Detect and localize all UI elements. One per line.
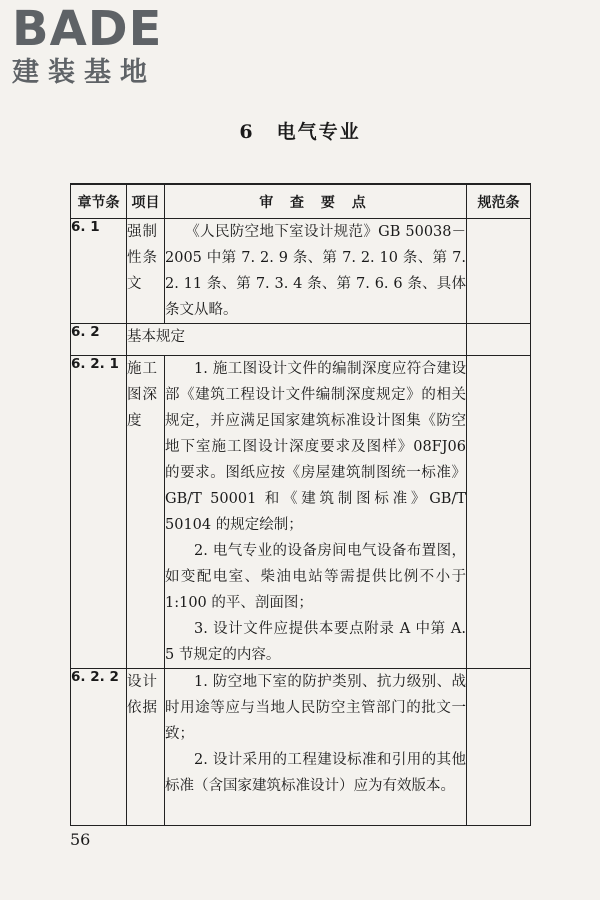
- logo-wordmark: BADE: [12, 1, 163, 57]
- requirement-paragraph: 1. 防空地下室的防护类别、抗力级别、战时用途等应与当地人民防空主管部门的批文一致；: [165, 674, 466, 742]
- requirement-paragraph: 3. 设计文件应提供本要点附录 A 中第 A. 5 节规定的内容。: [165, 621, 466, 663]
- table-row: [71, 324, 531, 356]
- review-table: [70, 183, 531, 826]
- logo: [12, 1, 182, 90]
- row-item: 施工图深度: [127, 356, 165, 669]
- page-number: 56: [70, 830, 91, 849]
- header-item: 项目: [127, 184, 165, 219]
- row-section: 6. 1: [71, 219, 127, 324]
- row-requirements: [165, 356, 467, 669]
- row-clause: [467, 324, 531, 356]
- row-item: 设计依据: [127, 669, 165, 826]
- chapter-title: [0, 117, 600, 144]
- chapter-name: 电气专业: [276, 121, 361, 143]
- row-clause: [467, 669, 531, 826]
- row-item: 强制性条文: [127, 219, 165, 324]
- header-section: 章节条: [71, 184, 127, 219]
- row-section: 6. 2: [71, 324, 127, 356]
- header-requirements: 审 查 要 点: [165, 184, 467, 219]
- logo-subtitle: 建装基地: [12, 57, 156, 88]
- table-header-row: [71, 184, 531, 219]
- requirement-paragraph: 1. 施工图设计文件的编制深度应符合建设部《建筑工程设计文件编制深度规定》的相关规定，并应满足国家建筑标准设计图集《防空地下室施工图设计深度要求及图样》08FJ06 的要求。图纸应按《房屋建筑制图统一标准》GB/T 50001 和《建筑制图标准》GB/T 50104 的规定绘制；: [165, 361, 466, 533]
- requirement-paragraph: 《人民防空地下室设计规范》GB 50038－2005 中第 7. 2. 9 条、第 7. 2. 10 条、第 7. 2. 11 条、第 7. 3. 4 条、第 7. 6. 6 条、具体条文从略。: [165, 224, 466, 318]
- table-row: [71, 669, 531, 826]
- row-section: 6. 2. 1: [71, 356, 127, 669]
- table-row: [71, 219, 531, 324]
- requirement-paragraph: 2. 电气专业的设备房间电气设备布置图，如变配电室、柴油电站等需提供比例不小于 1:100 的平、剖面图；: [165, 543, 466, 611]
- row-section: 6. 2. 2: [71, 669, 127, 826]
- header-clause: 规范条: [467, 184, 531, 219]
- row-clause: [467, 219, 531, 324]
- row-item: 基本规定: [127, 324, 467, 356]
- table-row: [71, 356, 531, 669]
- chapter-number: 6: [239, 121, 255, 143]
- row-requirements: [165, 219, 467, 324]
- row-requirements: [165, 669, 467, 826]
- row-clause: [467, 356, 531, 669]
- requirement-paragraph: 2. 设计采用的工程建设标准和引用的其他标准（含国家建筑标准设计）应为有效版本。: [165, 752, 466, 794]
